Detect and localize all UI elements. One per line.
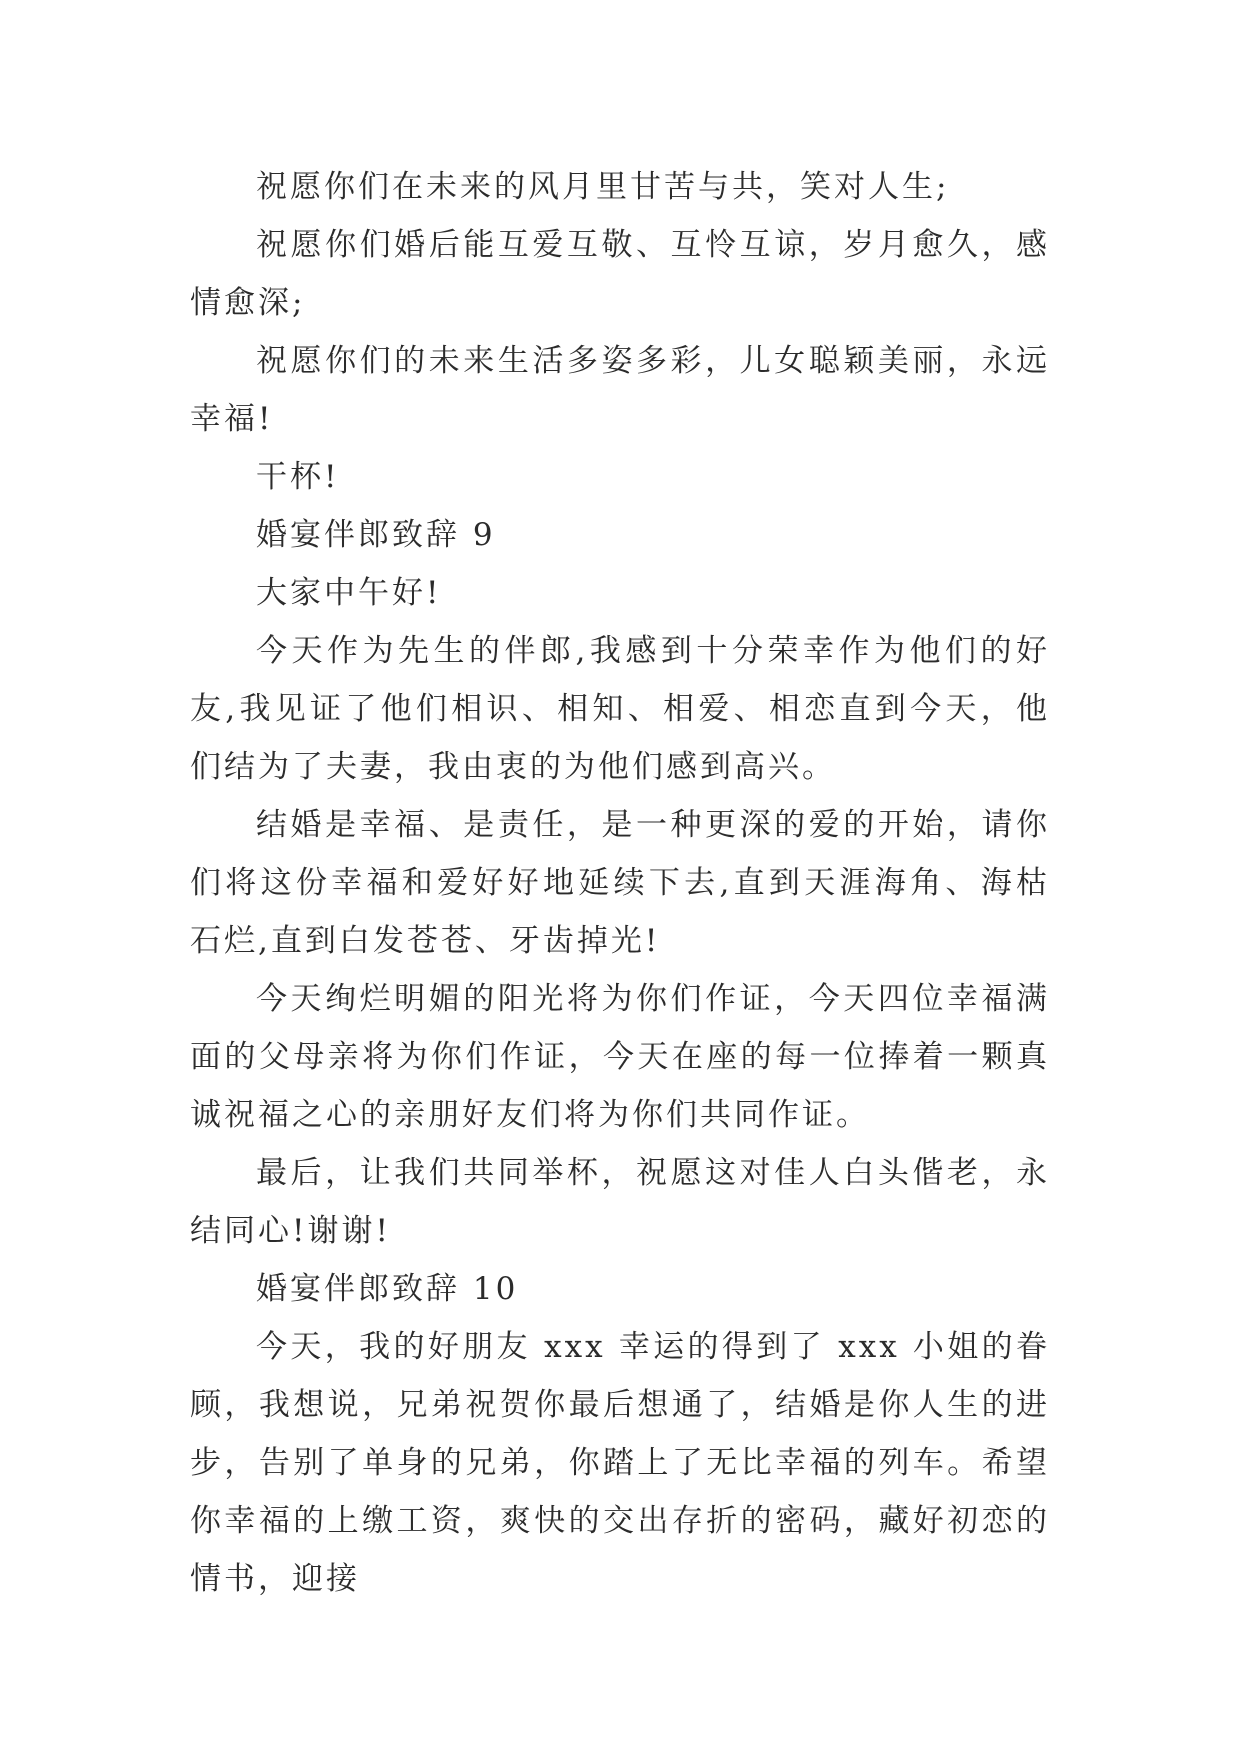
paragraph: 祝愿你们在未来的风月里甘苦与共，笑对人生; <box>256 169 950 205</box>
paragraph: 结婚是幸福、是责任，是一种更深的爱的开始，请你们将这份幸福和爱好好地延续下去,直到天涯海角、海枯石烂,直到白发苍苍、牙齿掉光! <box>190 807 1050 959</box>
section-heading: 婚宴伴郎致辞 10 <box>256 1271 519 1307</box>
paragraph: 干杯! <box>256 459 340 495</box>
paragraph: 祝愿你们婚后能互爱互敬、互怜互谅，岁月愈久，感情愈深; <box>190 227 1050 321</box>
paragraph: 最后，让我们共同举杯，祝愿这对佳人白头偕老，永结同心!谢谢! <box>190 1155 1050 1249</box>
paragraph: 今天，我的好朋友 xxx 幸运的得到了 xxx 小姐的眷顾，我想说，兄弟祝贺你最后想通了，结婚是你人生的进步，告别了单身的兄弟，你踏上了无比幸福的列车。希望你幸福的上缴工资，爽快的交出存折的密码，藏好初恋的情书，迎接 <box>190 1329 1050 1597</box>
paragraph: 大家中午好! <box>256 575 442 611</box>
paragraph: 今天绚烂明媚的阳光将为你们作证，今天四位幸福满面的父母亲将为你们作证，今天在座的每一位捧着一颗真诚祝福之心的亲朋好友们将为你们共同作证。 <box>190 981 1050 1133</box>
paragraph: 祝愿你们的未来生活多姿多彩，儿女聪颖美丽，永远幸福! <box>190 343 1050 437</box>
document-body <box>190 158 1050 1608</box>
paragraph: 今天作为先生的伴郎,我感到十分荣幸作为他们的好友,我见证了他们相识、相知、相爱、相恋直到今天，他们结为了夫妻，我由衷的为他们感到高兴。 <box>190 633 1050 785</box>
section-heading: 婚宴伴郎致辞 9 <box>256 517 496 553</box>
